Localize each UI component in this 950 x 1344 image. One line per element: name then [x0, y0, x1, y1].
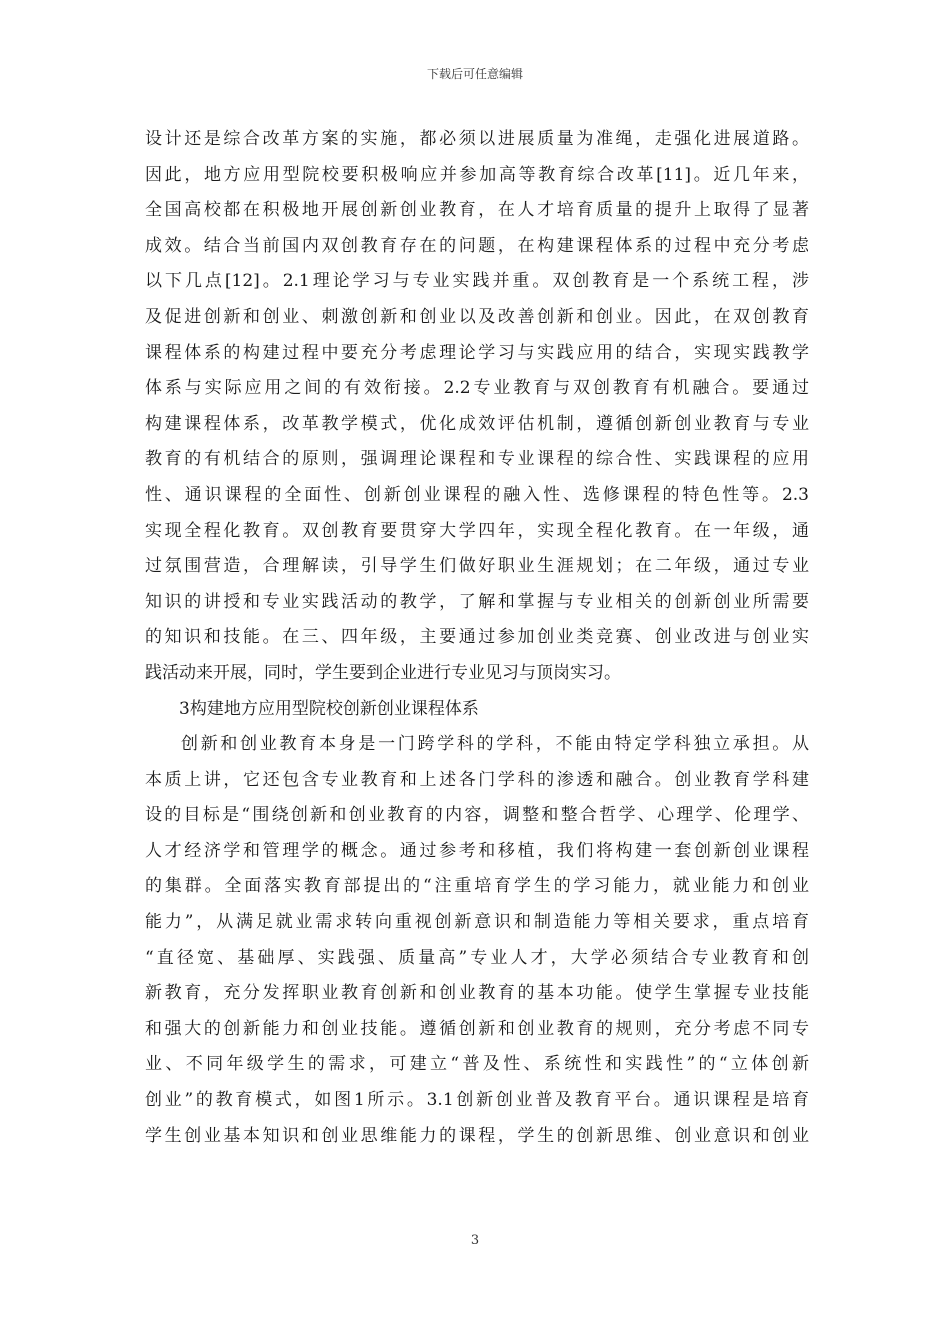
- text-line: 和强大的创新能力和创业技能。遵循创新和创业教育的规则，充分考虑不同专: [145, 1018, 809, 1039]
- text-line: 学生创业基本知识和创业思维能力的课程，学生的创新思维、创业意识和创业: [145, 1125, 809, 1146]
- text-line: “直径宽、基础厚、实践强、质量高”专业人才，大学必须结合专业教育和创: [145, 947, 809, 968]
- text-line: 体系与实际应用之间的有效衔接。2.2专业教育与双创教育有机融合。要通过: [145, 378, 809, 399]
- section-heading: 3构建地方应用型院校创新创业课程体系: [179, 698, 479, 719]
- text-line: 及促进创新和创业、刺激创新和创业以及改善创新和创业。因此，在双创教育: [145, 306, 809, 327]
- text-line: 全国高校都在积极地开展创新创业教育，在人才培育质量的提升上取得了显著: [145, 200, 809, 221]
- text-line: 业、不同年级学生的需求，可建立“普及性、系统性和实践性”的“立体创新: [145, 1054, 809, 1075]
- text-line: 设的目标是“围绕创新和创业教育的内容，调整和整合哲学、心理学、伦理学、: [145, 805, 809, 826]
- text-line: 能力”，从满足就业需求转向重视创新意识和制造能力等相关要求，重点培育: [145, 912, 809, 933]
- text-line: 课程体系的构建过程中要充分考虑理论学习与实践应用的结合，实现实践教学: [145, 342, 809, 363]
- text-line: 人才经济学和管理学的概念。通过参考和移植，我们将构建一套创新创业课程: [145, 840, 809, 861]
- text-line: 因此，地方应用型院校要积极响应并参加高等教育综合改革[11]。近几年来，: [145, 164, 809, 185]
- text-line: 的集群。全面落实教育部提出的“注重培育学生的学习能力，就业能力和创业: [145, 876, 809, 897]
- text-line: 性、通识课程的全面性、创新创业课程的融入性、选修课程的特色性等。2.3: [145, 484, 809, 505]
- text-line: 成效。结合当前国内双创教育存在的问题，在构建课程体系的过程中充分考虑: [145, 235, 809, 256]
- text-line: 以下几点[12]。2.1理论学习与专业实践并重。双创教育是一个系统工程，涉: [145, 271, 809, 292]
- page-number: 3: [470, 1233, 480, 1248]
- body-text: [145, 122, 809, 1154]
- text-line: 本质上讲，它还包含专业教育和上述各门学科的渗透和融合。创业教育学科建: [145, 769, 809, 790]
- text-line: 新教育，充分发挥职业教育创新和创业教育的基本功能。使学生掌握专业技能: [145, 983, 809, 1004]
- text-line: 创业”的教育模式，如图1所示。3.1创新创业普及教育平台。通识课程是培育: [145, 1090, 809, 1111]
- text-line: 的知识和技能。在三、四年级，主要通过参加创业类竞赛、创业改进与创业实: [145, 627, 809, 648]
- text-line: 践活动来开展，同时，学生要到企业进行专业见习与顶岗实习。: [145, 662, 621, 683]
- paragraph-first-line: 创新和创业教育本身是一门跨学科的学科，不能由特定学科独立承担。从: [181, 734, 809, 755]
- text-line: 知识的讲授和专业实践活动的教学，了解和掌握与专业相关的创新创业所需要: [145, 591, 809, 612]
- text-line: 实现全程化教育。双创教育要贯穿大学四年，实现全程化教育。在一年级，通: [145, 520, 809, 541]
- text-line: 过氛围营造，合理解读，引导学生们做好职业生涯规划；在二年级，通过专业: [145, 556, 809, 577]
- text-line: 构建课程体系，改革教学模式，优化成效评估机制，遵循创新创业教育与专业: [145, 413, 809, 434]
- page-header: 下载后可任意编辑: [426, 67, 523, 81]
- text-line: 教育的有机结合的原则，强调理论课程和专业课程的综合性、实践课程的应用: [145, 449, 809, 470]
- text-line: 设计还是综合改革方案的实施，都必须以进展质量为准绳，走强化进展道路。: [145, 129, 809, 149]
